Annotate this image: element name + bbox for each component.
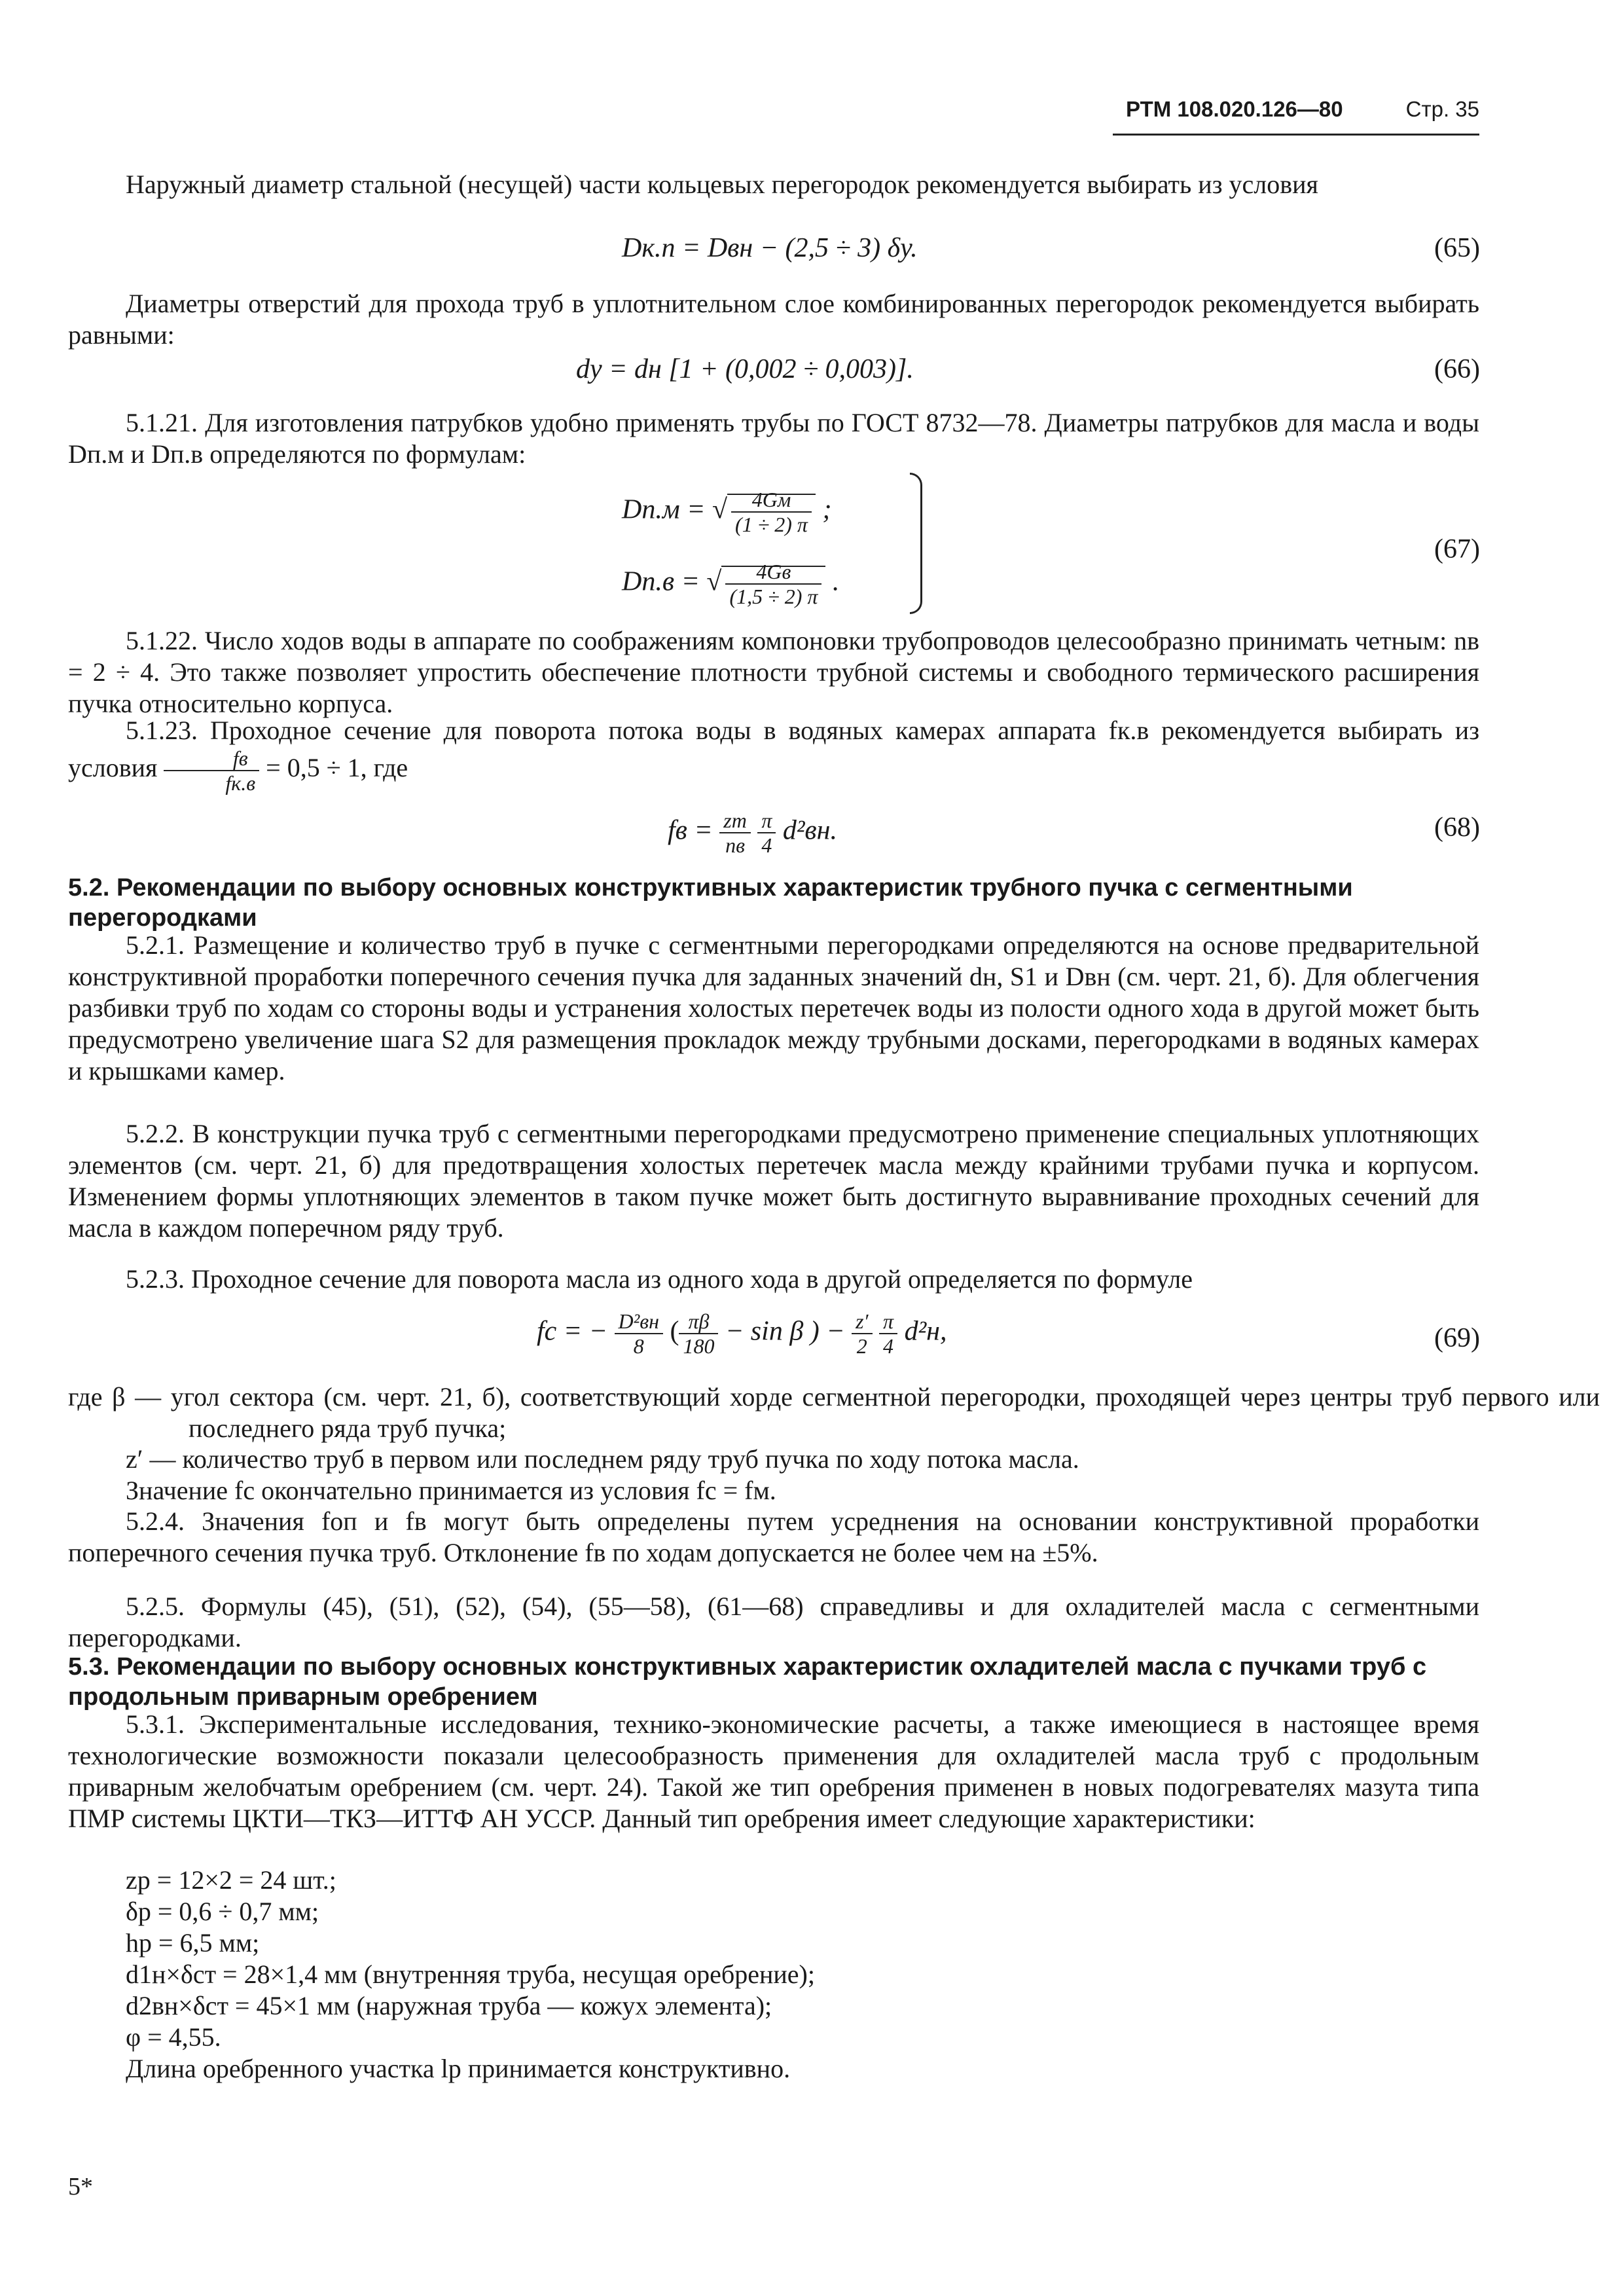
formula-69-fraction-d bbox=[879, 1309, 897, 1358]
paragraph-5-2-1: 5.2.1. Размещение и количество труб в пучке с сегментными перегородками определяются на основе предварительной конструктивной проработки поперечного сечения пучка для заданных значений dн, S1 и Dвн (см. черт. 21, б). Для облегчения разбивки труб по ходам со стороны воды и устранения холостых перетечек воды из полости одного хода в другой может быть предусмотрено увеличение шага S2 для размещения прокладок между трубными досками, перегородками в водяных камерах и крышками камер. bbox=[68, 930, 1479, 1085]
formula-68-b-numerator: π bbox=[757, 809, 776, 833]
formula-67-denominator-2: (1,5 ÷ 2) π bbox=[729, 585, 818, 608]
paragraph-5-1-21: 5.1.21. Для изготовления патрубков удобно применять трубы по ГОСТ 8732—78. Диаметры патрубков для масла и воды Dп.м и Dп.в определяются по формулам: bbox=[68, 408, 1479, 469]
formula-67-lhs-2: Dп.в = bbox=[622, 566, 700, 597]
formula-68-fraction-a bbox=[719, 809, 751, 857]
formula-67-line-2 bbox=[622, 560, 839, 608]
footer-signature-mark: 5* bbox=[68, 2173, 93, 2200]
formula-69-d-denominator: 4 bbox=[883, 1334, 894, 1358]
formula-69-sin-term: − sin β ) − bbox=[725, 1316, 845, 1347]
list-item: δр = 0,6 ÷ 0,7 мм; bbox=[126, 1897, 319, 1926]
paragraph-5-3-1: 5.3.1. Экспериментальные исследования, технико-экономические расчеты, а также имеющиеся в настоящее время технологические возможности показали целесообразность применения для охладителей масла труб с продольным приварным желобчатым оребрением (см. черт. 24). Такой же тип оребрения применен в новых подогревателях мазута типа ПМР системы ЦКТИ—ТКЗ—ИТТФ АН УССР. Данный тип оребрения имеет следующие характеристики: bbox=[68, 1709, 1479, 1833]
formula-67-end-2: . bbox=[832, 566, 840, 597]
formula-69-number: (69) bbox=[1434, 1323, 1480, 1353]
definition-beta: где β — угол сектора (см. черт. 21, б), соответствующий хорде сегментной перегородки, проходящей через центры труб первого или последнего ряда труб пучка; bbox=[68, 1382, 1600, 1443]
formula-68-a-numerator: zт bbox=[719, 809, 751, 833]
formula-69-c-numerator: z′ bbox=[852, 1309, 872, 1334]
page-header bbox=[1113, 97, 1479, 136]
paragraph-fc-condition: Значение fс окончательно принимается из условия fс = fм. bbox=[126, 1476, 776, 1505]
formula-69-b-numerator: πβ bbox=[679, 1309, 718, 1334]
paragraph-fin-length: Длина оребренного участка lр принимается конструктивно. bbox=[126, 2054, 791, 2083]
formula-67-numerator-2: 4Gв bbox=[725, 560, 821, 585]
formula-68-number: (68) bbox=[1434, 812, 1480, 843]
list-item: φ = 4,55. bbox=[126, 2022, 221, 2052]
definition-z-prime: z′ — количество труб в первом или последнем ряду труб пучка по ходу потока масла. bbox=[126, 1444, 1079, 1474]
ratio-numerator: fв bbox=[164, 746, 259, 771]
doc-code: РТМ 108.020.126—80 bbox=[1126, 97, 1343, 121]
formula-69-a-numerator: D²вн bbox=[615, 1309, 663, 1334]
formula-68-fraction-b bbox=[757, 809, 776, 857]
paragraph-outer-diameter: Наружный диаметр стальной (несущей) части кольцевых перегородок рекомендуется выбирать из условия bbox=[126, 170, 1318, 199]
page-number: Стр. 35 bbox=[1405, 97, 1479, 121]
ratio-denominator: fк.в bbox=[225, 771, 256, 795]
formula-66: dу = dн [1 + (0,002 ÷ 0,003)]. bbox=[576, 354, 914, 384]
section-5-3-heading: 5.3. Рекомендации по выбору основных конструктивных характеристик охладителей масла с пучками труб с продольным приварным оребрением bbox=[68, 1653, 1427, 1711]
formula-69 bbox=[537, 1309, 947, 1358]
formula-68-a-denominator: nв bbox=[725, 833, 745, 857]
formula-67-number: (67) bbox=[1434, 534, 1480, 564]
formula-65-number: (65) bbox=[1434, 233, 1480, 263]
list-item: d2вн×δст = 45×1 мм (наружная труба — кожух элемента); bbox=[126, 1991, 772, 2020]
formula-67-lhs-1: Dп.м = bbox=[622, 494, 706, 525]
formula-67-numerator-1: 4Gм bbox=[731, 488, 812, 513]
paragraph-5-2-3: 5.2.3. Проходное сечение для поворота масла из одного хода в другой определяется по формуле bbox=[126, 1264, 1193, 1294]
formula-65: Dк.п = Dвн − (2,5 ÷ 3) δу. bbox=[622, 233, 918, 263]
formula-66-number: (66) bbox=[1434, 354, 1480, 384]
paragraph-5-1-23-text: 5.1.23. Проходное сечение для поворота потока воды в водяных камерах аппарата fк.в рекомендуется выбирать из условия bbox=[68, 716, 1479, 783]
list-item: hр = 6,5 мм; bbox=[126, 1928, 260, 1958]
formula-69-a-denominator: 8 bbox=[633, 1334, 644, 1358]
left-paren: ( bbox=[670, 1316, 679, 1347]
section-5-2-heading: 5.2. Рекомендации по выбору основных конструктивных характеристик трубного пучка с сегментными перегородками bbox=[68, 874, 1353, 932]
paragraph-5-2-5: 5.2.5. Формулы (45), (51), (52), (54), (55—58), (61—68) справедливы и для охладителей масла с сегментными перегородками. bbox=[68, 1592, 1479, 1652]
paragraph-5-2-2: 5.2.2. В конструкции пучка труб с сегментными перегородками предусмотрено применение специальных уплотняющих элементов (см. черт. 21, б) для предотвращения холостых перетечек масла между крайними трубами пучка и корпусом. Изменением формы уплотняющих элементов в таком пучке может быть достигнуто выравнивание проходных сечений для масла в каждом поперечном ряду труб. bbox=[68, 1119, 1479, 1243]
formula-68-b-denominator: 4 bbox=[761, 833, 772, 857]
paragraph-hole-diameters: Диаметры отверстий для прохода труб в уплотнительном слое комбинированных перегородок рекомендуется выбирать равными: bbox=[68, 289, 1479, 350]
formula-68 bbox=[668, 809, 837, 857]
formula-67-denominator-1: (1 ÷ 2) π bbox=[735, 513, 808, 536]
paragraph-5-2-4: 5.2.4. Значения fоп и fв могут быть определены путем усреднения на основании конструктивной проработки поперечного сечения пучка труб. Отклонение fв по ходам допускается не более чем на ±5%. bbox=[68, 1506, 1479, 1567]
list-item: d1н×δст = 28×1,4 мм (внутренняя труба, несущая оребрение); bbox=[126, 1959, 815, 1989]
formula-69-fraction-b bbox=[679, 1309, 718, 1358]
sqrt-sign-icon: √ bbox=[706, 566, 722, 597]
paragraph-5-1-22: 5.1.22. Число ходов воды в аппарате по соображениям компоновки трубопроводов целесообразно принимать четным: nв = 2 ÷ 4. Это также позволяет упростить обеспечение плотности трубной системы и свободного термического расширения пучка относительно корпуса. bbox=[68, 626, 1479, 718]
formula-67-line-1 bbox=[622, 488, 831, 536]
formula-69-fraction-c bbox=[852, 1309, 872, 1358]
ratio-fraction bbox=[164, 746, 259, 795]
formula-69-c-denominator: 2 bbox=[856, 1334, 867, 1358]
formula-69-fraction-a bbox=[615, 1309, 663, 1358]
right-brace-icon bbox=[910, 473, 922, 614]
sqrt-sign-icon: √ bbox=[712, 494, 728, 525]
characteristics-list bbox=[68, 1865, 1479, 2053]
formula-69-lhs: fс = − bbox=[537, 1316, 607, 1347]
formula-69-rhs: d²н, bbox=[904, 1316, 947, 1347]
formula-67-radicand-1 bbox=[727, 488, 816, 536]
ratio-condition: = 0,5 ÷ 1, где bbox=[266, 753, 408, 783]
formula-67-radicand-2 bbox=[721, 560, 825, 608]
formula-69-b-denominator: 180 bbox=[683, 1334, 715, 1358]
formula-68-rhs: d²вн. bbox=[782, 815, 838, 846]
paragraph-5-1-23 bbox=[68, 715, 1479, 795]
formula-68-lhs: fв = bbox=[668, 815, 713, 846]
formula-67-end-1: ; bbox=[822, 494, 832, 525]
list-item: zр = 12×2 = 24 шт.; bbox=[126, 1865, 336, 1895]
formula-69-d-numerator: π bbox=[879, 1309, 897, 1334]
